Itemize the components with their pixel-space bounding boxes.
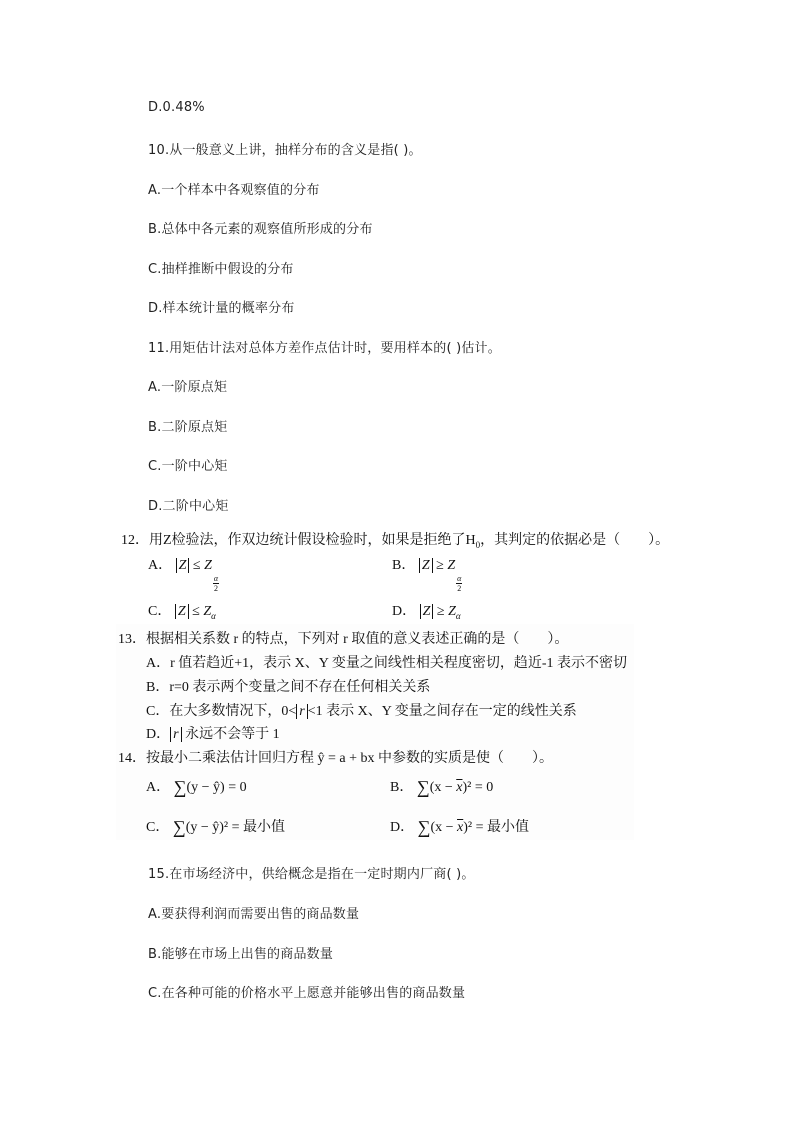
q12-option-b-abs-z: Z bbox=[419, 558, 433, 573]
q14-stem: 14．按最小二乘法估计回归方程 ŷ = a + bx 中参数的实质是使（ ）。 bbox=[118, 751, 554, 766]
q12-option-d-operator: ≥ bbox=[436, 604, 445, 619]
q14-option-b-expr-post: )² = 0 bbox=[462, 780, 494, 795]
q12-option-d-label: D． bbox=[392, 604, 417, 619]
q14-option-a-sum: ∑ bbox=[173, 777, 187, 797]
q12-stem-subscript: 0 bbox=[475, 539, 481, 550]
q13-option-d-tail: 永远不会等于 1 bbox=[181, 727, 280, 742]
q12-stem-tail: ，其判定的依据必是（ ）。 bbox=[480, 533, 670, 548]
q15-option-b: B.能够在市场上出售的商品数量 bbox=[148, 947, 334, 962]
q11-option-c: C.一阶中心矩 bbox=[148, 459, 228, 474]
q13-option-c-abs-r: r bbox=[296, 704, 307, 719]
q14-option-d-expr-post: )² = 最小值 bbox=[463, 820, 530, 835]
q10-option-c: C.抽样推断中假设的分布 bbox=[148, 262, 294, 277]
q12-option-c-abs-z: Z bbox=[175, 604, 189, 619]
q14-option-c-expr: (y − ŷ)² = 最小值 bbox=[185, 820, 285, 835]
q12-option-b-fraction: $\frac{\alpha}{2}$ bbox=[457, 574, 462, 593]
q14-option-a bbox=[146, 776, 247, 798]
q14-option-b bbox=[390, 776, 493, 798]
q12-option-c-z: Z bbox=[203, 604, 212, 619]
q12-option-a-label: A． bbox=[148, 558, 173, 573]
q14-option-c bbox=[146, 816, 285, 838]
q10-option-d: D.样本统计量的概率分布 bbox=[148, 301, 295, 316]
q14-option-d-label: D． bbox=[390, 820, 415, 835]
q14-option-a-expr: (y − ŷ) = 0 bbox=[186, 780, 247, 795]
q14-option-d-xbar: $\overline{x}$ bbox=[457, 820, 464, 835]
q14-option-d-expr-pre: (x − bbox=[430, 820, 458, 835]
q12-stem bbox=[121, 529, 669, 550]
q13-option-b: B．r=0 表示两个变量之间不存在任何相关关系 bbox=[146, 680, 431, 695]
q15-option-a: A.要获得利润而需要出售的商品数量 bbox=[148, 907, 360, 922]
q14-option-c-label: C． bbox=[146, 820, 170, 835]
q11-option-d: D.二阶中心矩 bbox=[148, 499, 229, 514]
q13-option-c bbox=[146, 700, 577, 720]
q12-option-a-z: Z bbox=[204, 558, 212, 573]
q9-option-d: D.0.48% bbox=[148, 100, 205, 115]
q12-stem-text: 12．用Z检验法，作双边统计假设检验时，如果是拒绝了H bbox=[121, 533, 476, 548]
q14-option-b-xbar: $\overline{x}$ bbox=[456, 780, 463, 795]
q12-option-a bbox=[148, 554, 219, 593]
q10-stem: 10.从一般意义上讲，抽样分布的含义是指( )。 bbox=[148, 143, 422, 158]
q12-option-b-z: Z bbox=[447, 558, 456, 573]
q12-option-d-z: Z bbox=[448, 604, 456, 619]
q15-stem: 15.在市场经济中，供给概念是指在一定时期内厂商( )。 bbox=[148, 867, 475, 882]
q14-option-c-sum: ∑ bbox=[172, 817, 186, 837]
q13-option-d-label: D． bbox=[146, 727, 171, 742]
q14-option-d-sum: ∑ bbox=[417, 817, 431, 837]
q12-option-a-operator: ≤ bbox=[192, 558, 201, 573]
q14-option-d bbox=[390, 816, 529, 838]
q12-option-b bbox=[392, 554, 462, 593]
q12-option-c-operator: ≤ bbox=[192, 604, 200, 619]
q14-option-a-label: A． bbox=[146, 780, 171, 795]
q14-option-b-expr-pre: (x − bbox=[429, 780, 457, 795]
q15-option-c: C.在各种可能的价格水平上愿意并能够出售的商品数量 bbox=[148, 986, 466, 1001]
q12-option-c bbox=[148, 600, 216, 621]
q14-option-b-sum: ∑ bbox=[416, 777, 430, 797]
q12-option-a-abs-z: Z bbox=[176, 558, 190, 573]
q13-option-c-text: C．在大多数情况下，0< bbox=[146, 704, 297, 719]
q13-option-d bbox=[146, 723, 280, 743]
q10-option-a: A.一个样本中各观察值的分布 bbox=[148, 183, 320, 198]
q11-option-b: B.二阶原点矩 bbox=[148, 420, 228, 435]
q12-option-c-label: C． bbox=[148, 604, 172, 619]
q11-stem: 11.用矩估计法对总体方差作点估计时，要用样本的( )估计。 bbox=[148, 341, 501, 356]
q12-option-a-fraction: $\frac{\alpha}{2}$ bbox=[213, 574, 219, 593]
q12-option-d-abs-z: Z bbox=[420, 604, 434, 619]
q12-option-c-subscript: α bbox=[211, 611, 216, 621]
q13-option-c-tail: <1 表示 X、Y 变量之间存在一定的线性关系 bbox=[307, 704, 577, 719]
q12-option-b-label: B． bbox=[392, 558, 416, 573]
q12-option-d bbox=[392, 600, 461, 621]
q13-option-a: A．r 值若趋近+1，表示 X、Y 变量之间线性相关程度密切，趋近-1 表示不密切 bbox=[146, 656, 628, 671]
q12-option-b-operator: ≥ bbox=[436, 558, 444, 573]
q10-option-b: B.总体中各元素的观察值所形成的分布 bbox=[148, 222, 373, 237]
q12-option-d-subscript: α bbox=[455, 611, 461, 621]
q13-stem: 13．根据相关系数 r 的特点，下列对 r 取值的意义表述正确的是（ ）。 bbox=[118, 632, 569, 647]
q14-option-b-label: B． bbox=[390, 780, 414, 795]
q13-option-d-abs-r: r bbox=[170, 727, 181, 742]
q11-option-a: A.一阶原点矩 bbox=[148, 380, 228, 395]
